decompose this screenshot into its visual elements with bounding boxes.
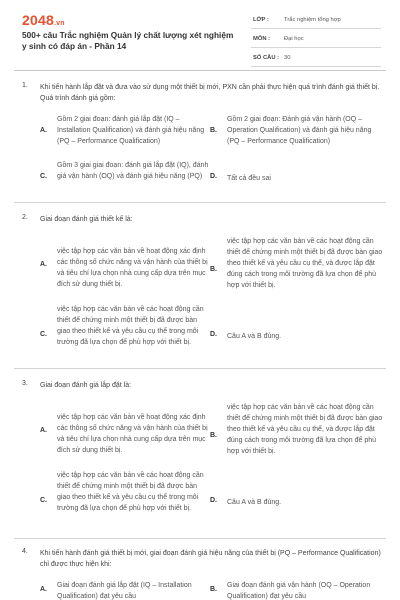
header-divider [14,70,386,71]
meta-key: MÔN : [253,36,271,42]
option-letter: A. [40,586,47,593]
option-letter: C. [40,497,47,504]
option-text: Gồm 2 giai đoạn: Đánh giá vận hành (OQ – Operation Qualification) và đánh giá hiệu năng (PQ – Performance Qualification) [227,116,372,145]
option-letter: B. [210,432,217,439]
meta-row-class [251,13,381,29]
option-text: việc tập hợp các văn bản về các hoạt động cần thiết để chứng minh một thiết bị đã được bàn giao theo thiết kế và yêu cầu cụ thể trong môi trường đã lựa chọn để phù hợp với thiết bị. [57,306,204,346]
site-logo[interactable] [22,12,65,28]
document-title: 500+ câu Trắc nghiệm Quản lý chất lượng xét nghiệm y sinh có đáp án - Phần 14 [22,30,234,51]
question-text: Khi tiến hành lắp đặt và đưa vào sử dụng một thiết bị mới, PXN cần phải thực hiện quá trình đánh giá thiết bị. Quá trình đánh giá gồm: [40,84,380,102]
question-separator [14,538,386,539]
option-text: việc tập hợp các văn bản về các hoạt động cần thiết để chứng minh một thiết bị đã được bàn giao theo thiết kế và yêu cầu cụ thể, và được lắp đặt đúng cách trong môi trường đã lựa chọn để phù hợp với thiết bị. [227,238,383,289]
option-letter: C. [40,173,47,180]
logo-suffix: .vn [53,20,65,27]
option-letter: B. [210,586,217,593]
question-separator [14,202,386,203]
option-text: Gồm 3 giai giai đoạn: đánh giá lắp đặt (IQ), đánh giá vận hành (OQ) và đánh giá hiệu năng (PQ) [57,162,209,180]
logo-main: 2048 [22,12,54,28]
question-text: Giai đoạn đánh giá thiết kế là: [40,216,133,223]
option-text: việc tập hợp các văn bản về các hoạt động cần thiết để chứng minh một thiết bị đã được bàn giao theo thiết kế và yêu cầu cụ thể, và được lắp đặt đúng cách trong môi trường đã lựa chọn để phù hợp với thiết bị. [227,404,383,455]
option-text: việc tập hợp các văn bản về hoạt động xác định các thông số chức năng và vận hành của thiết bị và tiêu chí lựa chọn nhà cung cấp dựa trên mục đích sử dụng thiết bị. [57,414,208,454]
option-letter: A. [40,261,47,268]
document-header [0,0,400,64]
option-text: việc tập hợp các văn bản về hoạt động xác định các thông số chức năng và vận hành của thiết bị và tiêu chí lựa chọn nhà cung cấp dựa trên mục đích sử dụng thiết bị. [57,248,208,288]
meta-box [251,13,381,70]
meta-row-subject [251,32,381,48]
option-letter: D. [210,331,217,338]
question-text: Giai đoạn đánh giá lắp đặt là: [40,382,132,389]
question-separator [14,368,386,369]
option-letter: A. [40,127,47,134]
option-text: Gồm 2 giai đoạn: đánh giá lắp đặt (IQ – Installation Qualification) và đánh giá hiệu năng (PQ – Performance Qualification) [57,116,205,145]
question-number: 3. [22,380,28,387]
meta-key: SỐ CÂU : [253,55,280,61]
meta-value: Đại học [284,36,304,42]
question-number: 4. [22,548,28,555]
option-letter: D. [210,497,217,504]
option-text: việc tập hợp các văn bản về các hoạt động cần thiết để chứng minh một thiết bị đã được bàn giao theo thiết kế và yêu cầu cụ thể trong môi trường đã lựa chọn để phù hợp với thiết bị. [57,472,204,512]
option-text: Giai đoạn đánh giá vận hành (OQ – Operation Qualification) đạt yêu cầu [227,582,371,600]
question-text: Khi tiến hành đánh giá thiết bị mới, giai đoạn đánh giá hiệu năng của thiết bị (PQ – Performance Qualification) chỉ được thực hiện khi: [40,550,381,568]
option-letter: D. [210,173,217,180]
option-letter: C. [40,331,47,338]
meta-value: Trắc nghiệm tổng hợp [284,17,341,23]
question-number: 2. [22,214,28,221]
option-text: Câu A và B đúng. [227,499,282,506]
question-number: 1. [22,82,28,89]
meta-key: LỚP : [253,17,269,23]
option-text: Câu A và B đúng. [227,333,282,340]
option-letter: B. [210,127,217,134]
meta-value: 30 [284,55,291,61]
option-text: Giai đoạn đánh giá lắp đặt (IQ – Installation Qualification) đạt yêu cầu [57,582,192,600]
option-letter: B. [210,266,217,273]
option-text: Tất cả đều sai [227,175,271,182]
option-letter: A. [40,427,47,434]
meta-row-count [251,51,381,67]
